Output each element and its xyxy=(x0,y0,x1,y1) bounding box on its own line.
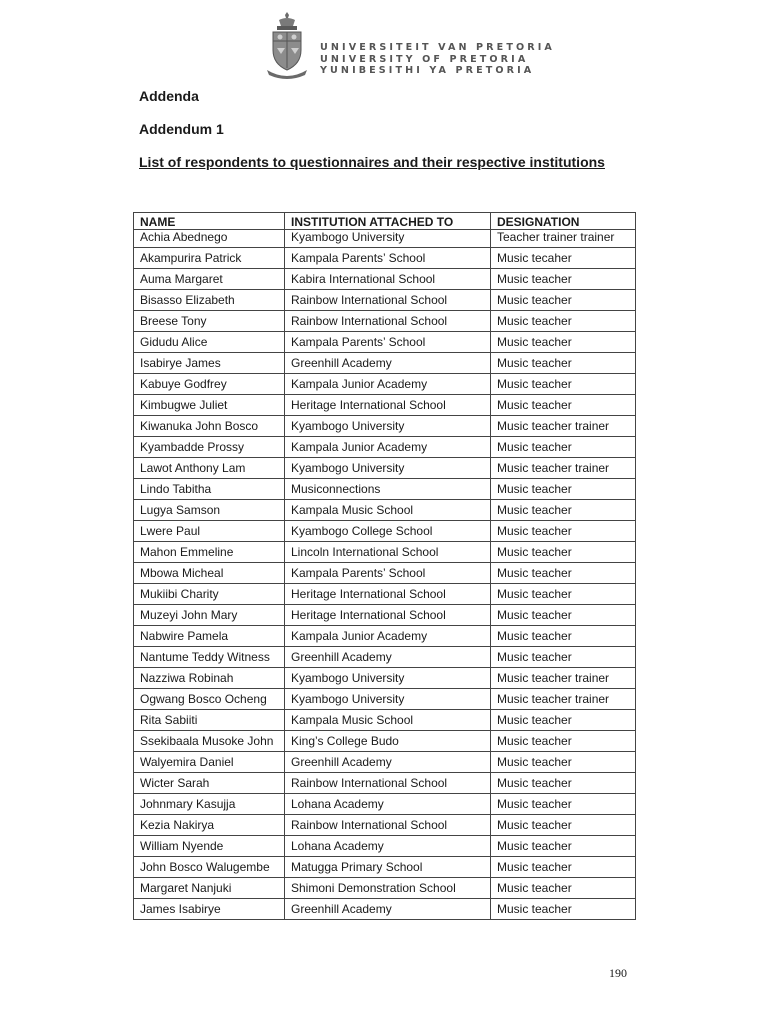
cell-institution: Greenhill Academy xyxy=(285,899,491,920)
table-row xyxy=(134,290,636,311)
cell-designation: Music teacher xyxy=(491,500,636,521)
cell-designation: Music teacher xyxy=(491,479,636,500)
table-row xyxy=(134,899,636,920)
table-row xyxy=(134,815,636,836)
cell-institution: Kyambogo University xyxy=(285,416,491,437)
table-row xyxy=(134,269,636,290)
table-row xyxy=(134,458,636,479)
cell-name: Lawot Anthony Lam xyxy=(134,458,285,479)
cell-designation: Music teacher xyxy=(491,605,636,626)
cell-institution: King’s College Budo xyxy=(285,731,491,752)
cell-name: Wicter Sarah xyxy=(134,773,285,794)
cell-designation: Music teacher xyxy=(491,731,636,752)
cell-name: Kiwanuka John Bosco xyxy=(134,416,285,437)
cell-designation: Music teacher xyxy=(491,542,636,563)
cell-name: Akampurira Patrick xyxy=(134,248,285,269)
table-row xyxy=(134,332,636,353)
table-row xyxy=(134,857,636,878)
table-row xyxy=(134,689,636,710)
table-row xyxy=(134,836,636,857)
table-row xyxy=(134,647,636,668)
cell-institution: Kampala Junior Academy xyxy=(285,626,491,647)
table-row xyxy=(134,395,636,416)
cell-institution: Kyambogo University xyxy=(285,458,491,479)
cell-name: Kezia Nakirya xyxy=(134,815,285,836)
cell-designation: Music teacher xyxy=(491,836,636,857)
cell-name: Muzeyi John Mary xyxy=(134,605,285,626)
cell-name: Nazziwa Robinah xyxy=(134,668,285,689)
cell-name: John Bosco Walugembe xyxy=(134,857,285,878)
cell-designation: Music teacher xyxy=(491,878,636,899)
cell-designation: Music teacher xyxy=(491,626,636,647)
cell-designation: Music teacher xyxy=(491,773,636,794)
cell-institution: Kampala Junior Academy xyxy=(285,437,491,458)
table-row xyxy=(134,773,636,794)
cell-institution: Rainbow International School xyxy=(285,311,491,332)
cell-institution: Kyambogo University xyxy=(285,668,491,689)
cell-institution: Matugga Primary School xyxy=(285,857,491,878)
cell-name: Johnmary Kasujja xyxy=(134,794,285,815)
table-body xyxy=(134,230,636,920)
cell-institution: Kampala Music School xyxy=(285,500,491,521)
page-number: 190 xyxy=(609,966,627,980)
cell-institution: Heritage International School xyxy=(285,584,491,605)
cell-institution: Rainbow International School xyxy=(285,290,491,311)
cell-name: Margaret Nanjuki xyxy=(134,878,285,899)
cell-designation: Music teacher xyxy=(491,794,636,815)
cell-designation: Music teacher xyxy=(491,521,636,542)
cell-name: Mbowa Micheal xyxy=(134,563,285,584)
table-row xyxy=(134,374,636,395)
cell-name: Rita Sabiiti xyxy=(134,710,285,731)
cell-designation: Music teacher xyxy=(491,332,636,353)
cell-institution: Kyambogo University xyxy=(285,689,491,710)
cell-designation: Music teacher xyxy=(491,374,636,395)
cell-institution: Kabira International School xyxy=(285,269,491,290)
cell-name: Lugya Samson xyxy=(134,500,285,521)
table-row xyxy=(134,437,636,458)
cell-name: Ogwang Bosco Ocheng xyxy=(134,689,285,710)
cell-designation: Music teacher xyxy=(491,395,636,416)
table-row xyxy=(134,521,636,542)
list-title: List of respondents to questionnaires and their respective institutions xyxy=(139,154,605,170)
cell-institution: Lohana Academy xyxy=(285,836,491,857)
table-row xyxy=(134,584,636,605)
cell-designation: Music teacher trainer xyxy=(491,689,636,710)
cell-name: Achia Abednego xyxy=(134,230,285,248)
cell-institution: Lohana Academy xyxy=(285,794,491,815)
cell-designation: Music teacher xyxy=(491,647,636,668)
cell-designation: Music teacher xyxy=(491,353,636,374)
university-name xyxy=(320,42,555,77)
table-row xyxy=(134,500,636,521)
respondents-table xyxy=(133,212,636,920)
table-row xyxy=(134,794,636,815)
cell-institution: Kampala Parents’ School xyxy=(285,563,491,584)
cell-designation: Music teacher xyxy=(491,710,636,731)
table-row xyxy=(134,230,636,248)
cell-name: Nabwire Pamela xyxy=(134,626,285,647)
addendum-heading: Addendum 1 xyxy=(139,121,224,137)
cell-designation: Music teacher xyxy=(491,269,636,290)
university-name-english: UNIVERSITY OF PRETORIA xyxy=(320,53,529,65)
table-row xyxy=(134,626,636,647)
cell-institution: Heritage International School xyxy=(285,395,491,416)
cell-institution: Kampala Music School xyxy=(285,710,491,731)
cell-institution: Kampala Parents’ School xyxy=(285,248,491,269)
university-logo xyxy=(262,12,555,82)
cell-name: Ssekibaala Musoke John xyxy=(134,731,285,752)
cell-institution: Rainbow International School xyxy=(285,815,491,836)
table-row xyxy=(134,311,636,332)
cell-name: Lwere Paul xyxy=(134,521,285,542)
table-row xyxy=(134,248,636,269)
cell-designation: Music teacher xyxy=(491,290,636,311)
table-row xyxy=(134,710,636,731)
cell-designation: Teacher trainer trainer xyxy=(491,230,636,248)
column-header-name: NAME xyxy=(134,213,285,230)
cell-institution: Lincoln International School xyxy=(285,542,491,563)
cell-institution: Greenhill Academy xyxy=(285,752,491,773)
cell-name: James Isabirye xyxy=(134,899,285,920)
column-header-designation: DESIGNATION xyxy=(491,213,636,230)
cell-name: Nantume Teddy Witness xyxy=(134,647,285,668)
cell-designation: Music teacher xyxy=(491,563,636,584)
cell-name: Isabirye James xyxy=(134,353,285,374)
cell-designation: Music teacher xyxy=(491,752,636,773)
table-header-row xyxy=(134,213,636,230)
column-header-institution: INSTITUTION ATTACHED TO xyxy=(285,213,491,230)
cell-designation: Music teacher xyxy=(491,584,636,605)
cell-designation: Music teacher trainer xyxy=(491,416,636,437)
university-name-afrikaans: UNIVERSITEIT VAN PRETORIA xyxy=(320,42,555,53)
cell-institution: Kampala Junior Academy xyxy=(285,374,491,395)
cell-designation: Music teacher xyxy=(491,311,636,332)
cell-name: Auma Margaret xyxy=(134,269,285,290)
table-row xyxy=(134,542,636,563)
cell-designation: Music teacher xyxy=(491,899,636,920)
cell-designation: Music teacher trainer xyxy=(491,668,636,689)
table-row xyxy=(134,668,636,689)
table-row xyxy=(134,878,636,899)
cell-institution: Kyambogo College School xyxy=(285,521,491,542)
addenda-heading: Addenda xyxy=(139,88,199,104)
cell-institution: Rainbow International School xyxy=(285,773,491,794)
cell-institution: Shimoni Demonstration School xyxy=(285,878,491,899)
table-row xyxy=(134,752,636,773)
cell-institution: Greenhill Academy xyxy=(285,647,491,668)
cell-name: Mahon Emmeline xyxy=(134,542,285,563)
cell-designation: Music teacher trainer xyxy=(491,458,636,479)
table-row xyxy=(134,479,636,500)
cell-name: Mukiibi Charity xyxy=(134,584,285,605)
cell-designation: Music teacher xyxy=(491,857,636,878)
cell-name: Bisasso Elizabeth xyxy=(134,290,285,311)
cell-designation: Music teacher xyxy=(491,437,636,458)
cell-name: Lindo Tabitha xyxy=(134,479,285,500)
cell-name: Kabuye Godfrey xyxy=(134,374,285,395)
table-row xyxy=(134,731,636,752)
university-crest-icon xyxy=(265,12,309,80)
cell-name: Kyambadde Prossy xyxy=(134,437,285,458)
table-row xyxy=(134,605,636,626)
table-row xyxy=(134,563,636,584)
cell-name: Breese Tony xyxy=(134,311,285,332)
cell-name: William Nyende xyxy=(134,836,285,857)
cell-name: Walyemira Daniel xyxy=(134,752,285,773)
university-name-sepedi: YUNIBESITHI YA PRETORIA xyxy=(320,65,535,76)
table-row xyxy=(134,353,636,374)
table-row xyxy=(134,416,636,437)
cell-designation: Music teacher xyxy=(491,815,636,836)
cell-institution: Greenhill Academy xyxy=(285,353,491,374)
cell-name: Kimbugwe Juliet xyxy=(134,395,285,416)
cell-institution: Heritage International School xyxy=(285,605,491,626)
cell-institution: Kyambogo University xyxy=(285,230,491,248)
cell-designation: Music tecaher xyxy=(491,248,636,269)
cell-institution: Musiconnections xyxy=(285,479,491,500)
cell-institution: Kampala Parents’ School xyxy=(285,332,491,353)
cell-name: Gidudu Alice xyxy=(134,332,285,353)
